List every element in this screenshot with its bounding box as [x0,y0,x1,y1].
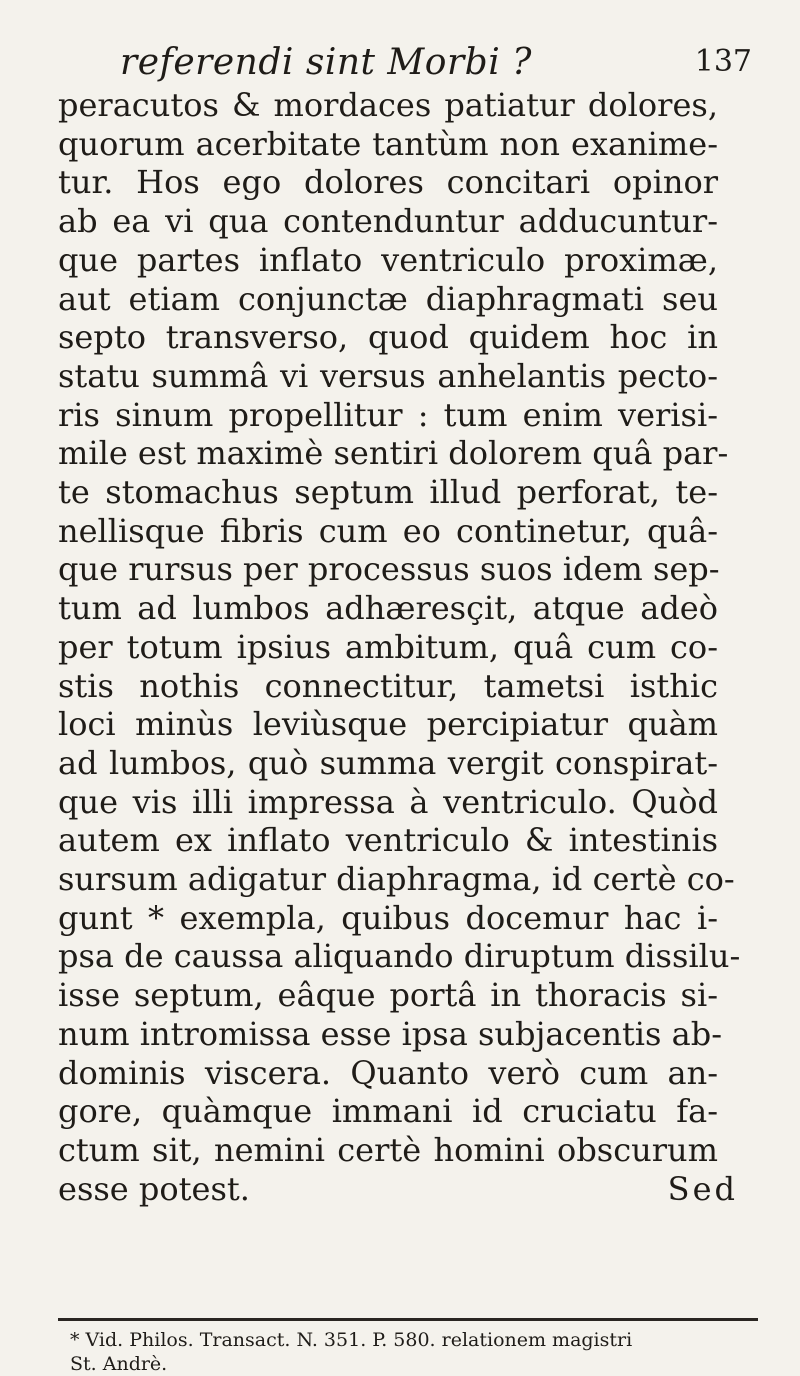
text-line: ab ea vi qua contenduntur adducuntur- [58,202,718,241]
text-line: isse septum, eâque portâ in thoracis si- [58,976,718,1015]
page-number: 137 [694,44,752,79]
text-line: septo transverso, quod quidem hoc in [58,318,718,357]
text-line: te stomachus septum illud perforat, te- [58,473,718,512]
text-line: que partes inflato ventriculo proximæ, [58,240,718,279]
text-line: per totum ipsius ambitum, quâ cum co- [58,627,718,666]
text-line: aut etiam conjunctæ diaphragmati seu [58,279,718,318]
body-text [58,86,758,1208]
text-line: ctum sit, nemini certè homini obscurum [58,1130,718,1169]
text-line: tum ad lumbos adhæresçit, atque adeò [58,589,718,628]
footnotes [70,1328,760,1376]
text-line: mile est maximè sentiri dolorem quâ par- [58,434,729,473]
footnote-line: * Vid. Philos. Transact. N. 351. P. 580. relationem magistri [70,1329,633,1351]
text-line: peracutos & mordaces patiatur dolores, [58,86,718,124]
running-head: referendi sint Morbi ? [120,42,532,83]
text-line: quorum acerbitate tantùm non exanime- [58,124,718,163]
text-line: que rursus per processus suos idem sep- [58,550,720,589]
text-line: sursum adigatur diaphragma, id certè co- [58,860,735,899]
text-line: gore, quàmque immani id cruciatu fa- [58,1092,718,1131]
text-line: dominis viscera. Quanto verò cum an- [58,1053,718,1092]
text-line: loci minùs leviùsque percipiatur quàm [58,705,718,744]
catchword: Sed [667,1169,738,1208]
final-line-row [58,1170,758,1209]
page-header [60,40,750,90]
text-line: nellisque fibris cum eo continetur, quâ- [58,511,718,550]
text-line: statu summâ vi versus anhelantis pecto- [58,356,718,395]
text-line-last: esse potest. [58,1169,250,1208]
text-line: psa de caussa aliquando diruptum dissilu- [58,937,741,976]
text-line: autem ex inflato ventriculo & intestinis [58,821,718,860]
footnote-divider [58,1318,758,1321]
text-line: tur. Hos ego dolores concitari opinor [58,163,718,202]
text-line: num intromissa esse ipsa subjacentis ab- [58,1014,722,1053]
text-line: que vis illi impressa à ventriculo. Quòd [58,782,718,821]
footnote-line: St. Andrè. [70,1353,168,1375]
text-line: ris sinum propellitur : tum enim verisi- [58,395,718,434]
text-line: stis nothis connectitur, tametsi isthic [58,666,718,705]
text-line: ad lumbos, quò summa vergit conspirat- [58,743,718,782]
text-line: gunt * exempla, quibus docemur hac i- [58,898,718,937]
